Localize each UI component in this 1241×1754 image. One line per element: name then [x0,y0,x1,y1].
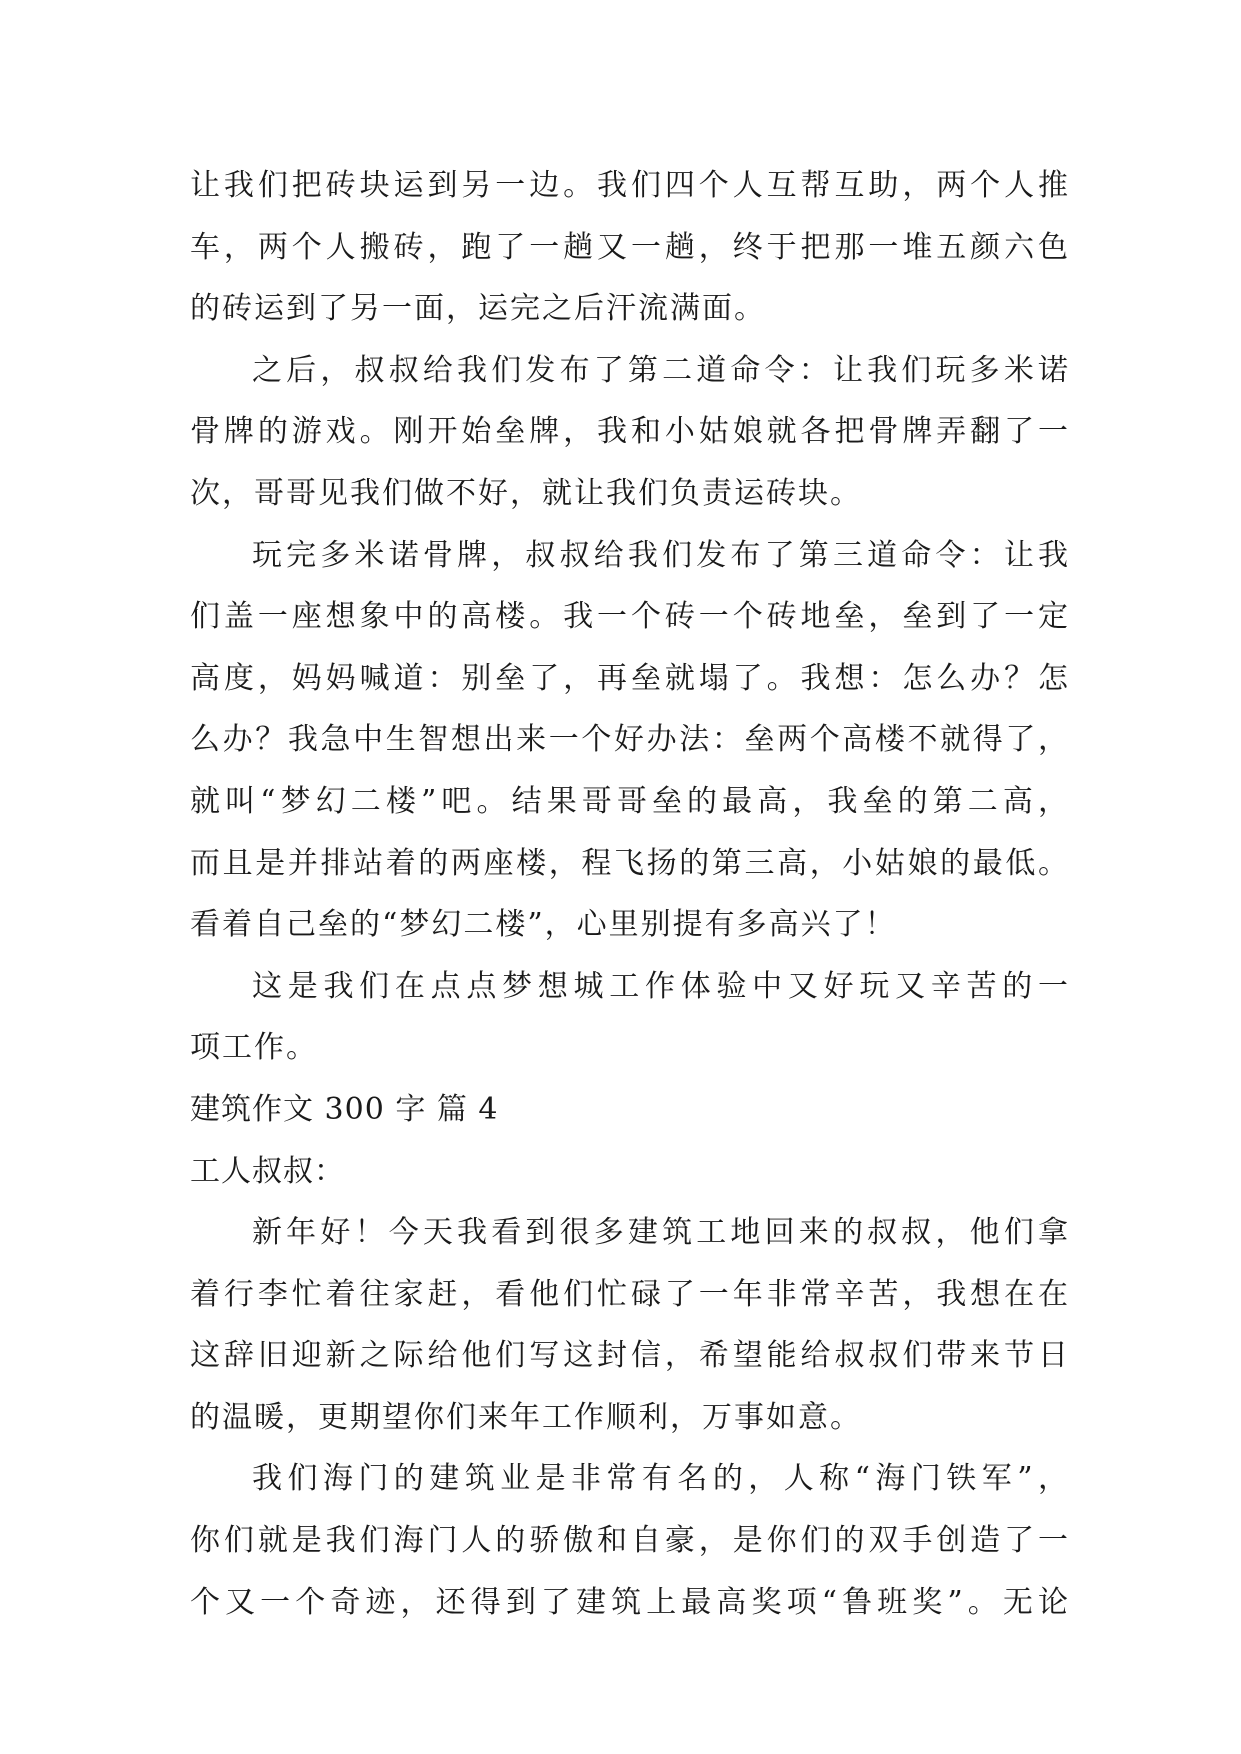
section-heading-text: 建筑作文 300 字 篇 4 [190,1091,499,1127]
text-line: 的砖运到了另一面，运完之后汗流满面。 [190,291,766,327]
text-line: 项工作。 [190,1030,318,1066]
text-line: 这辞旧迎新之际给他们写这封信，希望能给叔叔们带来节日 [190,1338,1070,1374]
text-line: 我们海门的建筑业是非常有名的，人称“海门铁军”， [252,1461,1070,1497]
text-line: 骨牌的游戏。刚开始垒牌，我和小姑娘就各把骨牌弄翻了一 [190,414,1070,450]
text-line: 这是我们在点点梦想城工作体验中又好玩又辛苦的一 [252,968,1070,1004]
text-line: 玩完多米诺骨牌，叔叔给我们发布了第三道命令：让我 [252,537,1070,573]
paragraph-4 [190,956,1070,1079]
letter-paragraph-2 [190,1448,1070,1633]
text-line: 个又一个奇迹，还得到了建筑上最高奖项“鲁班奖”。无论 [190,1584,1070,1620]
text-line: 让我们把砖块运到另一边。我们四个人互帮互助，两个人推 [190,168,1070,203]
text-line: 之后，叔叔给我们发布了第二道命令：让我们玩多米诺 [252,352,1070,388]
salutation [190,1141,1070,1203]
text-line: 车，两个人搬砖，跑了一趟又一趟，终于把那一堆五颜六色 [190,229,1070,265]
letter-paragraph-1 [190,1202,1070,1448]
text-line: 次，哥哥见我们做不好，就让我们负责运砖块。 [190,475,862,511]
text-line: 新年好！今天我看到很多建筑工地回来的叔叔，他们拿 [252,1215,1070,1251]
text-line: 高度，妈妈喊道：别垒了，再垒就塌了。我想：怎么办？怎 [190,660,1070,696]
text-line: 就叫“梦幻二楼”吧。结果哥哥垒的最高，我垒的第二高， [190,783,1070,819]
paragraph-1 [190,155,1070,340]
text-line: 而且是并排站着的两座楼，程飞扬的第三高，小姑娘的最低。 [190,845,1070,881]
text-line: 们盖一座想象中的高楼。我一个砖一个砖地垒，垒到了一定 [190,599,1070,635]
text-line: 着行李忙着往家赶，看他们忙碌了一年非常辛苦，我想在在 [190,1276,1070,1312]
text-line: 的温暖，更期望你们来年工作顺利，万事如意。 [190,1399,862,1435]
paragraph-2 [190,340,1070,525]
paragraph-3 [190,525,1070,956]
section-heading [190,1079,1070,1141]
text-line: 你们就是我们海门人的骄傲和自豪，是你们的双手创造了一 [190,1523,1070,1559]
document-body [190,155,1070,1633]
text-line: 么办？我急中生智想出来一个好办法：垒两个高楼不就得了， [190,722,1070,758]
salutation-text: 工人叔叔： [190,1153,345,1189]
text-line: 看着自己垒的“梦幻二楼”，心里别提有多高兴了！ [190,907,897,943]
